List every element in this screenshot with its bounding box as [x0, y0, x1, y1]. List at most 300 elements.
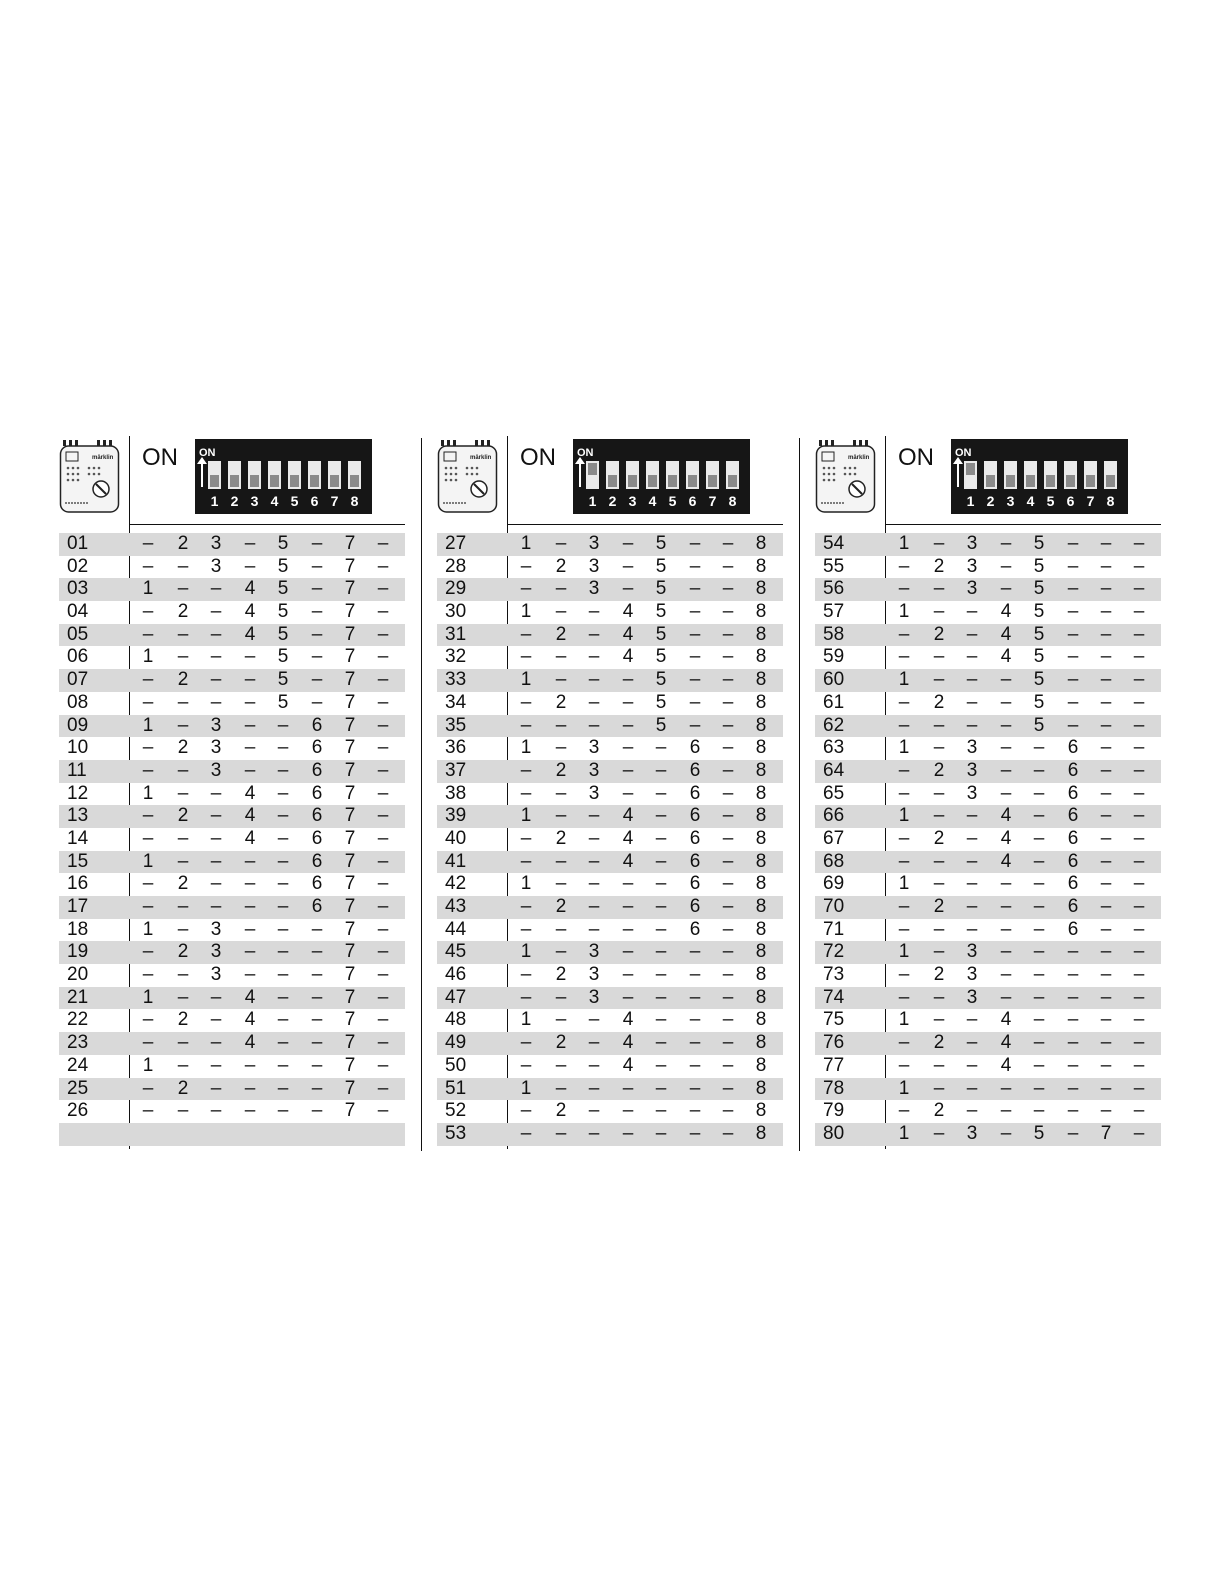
switch-cell: – [1100, 759, 1112, 781]
switch-cell: – [966, 1077, 978, 1099]
switch-cell: – [520, 759, 532, 781]
switch-cell: – [277, 737, 289, 759]
dip-switch-2 [606, 461, 619, 489]
switch-cell: – [689, 714, 701, 736]
switch-cell: 5 [277, 691, 289, 713]
switch-cell: 8 [755, 1077, 767, 1099]
switch-cell: – [622, 986, 634, 1008]
switch-cell: – [520, 850, 532, 872]
switch-cell: – [1133, 1100, 1145, 1122]
switch-cell: 4 [244, 601, 256, 623]
table-row [437, 1009, 783, 1032]
table-separator [799, 438, 800, 1151]
address-cell: 54 [823, 533, 845, 554]
switch-cell: – [311, 1077, 323, 1099]
address-cell: 18 [67, 918, 89, 940]
address-cell: 43 [445, 896, 467, 917]
switch-cell: – [177, 759, 189, 781]
switch-cell: 6 [1067, 805, 1079, 827]
switch-cell: 6 [311, 896, 323, 917]
switch-cell: 1 [898, 941, 910, 963]
switch-cell: – [689, 941, 701, 963]
switch-cell: – [555, 1122, 567, 1144]
switch-cell: – [898, 555, 910, 577]
table-row [437, 760, 783, 783]
switch-cell: 7 [344, 964, 356, 986]
switch-cell: – [722, 1032, 734, 1054]
switch-cell: – [142, 759, 154, 781]
switch-cell: – [622, 873, 634, 895]
switch-cell: 5 [1033, 669, 1045, 691]
dip-switch-1 [586, 461, 599, 489]
switch-cell: 1 [520, 737, 532, 759]
switch-cell: – [655, 805, 667, 827]
table-row [437, 1055, 783, 1078]
switch-cell: – [277, 986, 289, 1008]
switch-cell: – [655, 782, 667, 804]
table-row [437, 941, 783, 964]
switch-cell: – [898, 850, 910, 872]
dip-switch-number: 2 [608, 493, 617, 509]
switch-cell: – [1100, 986, 1112, 1008]
table-row [815, 1078, 1161, 1101]
table-row [59, 1032, 405, 1055]
dip-switch-5 [1044, 461, 1057, 489]
switch-cell: – [1000, 986, 1012, 1008]
switch-cell: – [622, 1122, 634, 1144]
switch-cell: 4 [622, 623, 634, 645]
switch-cell: – [520, 827, 532, 849]
table-row [437, 987, 783, 1010]
table-row [59, 896, 405, 919]
switch-cell: – [1100, 601, 1112, 623]
switch-cell: – [520, 1100, 532, 1122]
switch-cell: – [555, 1009, 567, 1031]
table-row [815, 828, 1161, 851]
switch-cell: – [655, 850, 667, 872]
switch-cell: 6 [1067, 918, 1079, 940]
switch-cell: – [1033, 782, 1045, 804]
switch-cell: 5 [1033, 533, 1045, 554]
switch-cell: – [1133, 669, 1145, 691]
switch-cell: – [277, 873, 289, 895]
switch-cell: – [555, 1077, 567, 1099]
switch-cell: 3 [210, 759, 222, 781]
switch-cell: 2 [177, 805, 189, 827]
switch-cell: – [722, 964, 734, 986]
dip-on-label: ON [199, 447, 216, 459]
switch-cell: – [520, 578, 532, 600]
switch-cell: – [244, 714, 256, 736]
switch-cell: – [1133, 1054, 1145, 1076]
switch-cell: 1 [142, 646, 154, 668]
table-row [815, 578, 1161, 601]
switch-cell: – [622, 669, 634, 691]
switch-cell: – [210, 1077, 222, 1099]
switch-cell: – [277, 1054, 289, 1076]
switch-cell: 8 [755, 896, 767, 917]
address-cell: 13 [67, 805, 89, 827]
switch-cell: – [622, 714, 634, 736]
switch-cell: 2 [177, 873, 189, 895]
switch-cell: – [588, 691, 600, 713]
switch-cell: – [1033, 896, 1045, 917]
dip-switch-number: 5 [668, 493, 677, 509]
switch-cell: – [1100, 805, 1112, 827]
switch-cell: – [722, 1122, 734, 1144]
switch-cell: – [588, 1032, 600, 1054]
address-cell: 60 [823, 669, 845, 691]
address-cell: 30 [445, 601, 467, 623]
switch-cell: – [377, 827, 389, 849]
switch-cell: – [1100, 1009, 1112, 1031]
switch-cell: – [1067, 555, 1079, 577]
switch-cell: 8 [755, 873, 767, 895]
dip-switch-4 [268, 461, 281, 489]
table-row [815, 601, 1161, 624]
switch-cell: 6 [311, 782, 323, 804]
switch-cell: – [177, 782, 189, 804]
switch-cell: – [377, 691, 389, 713]
switch-cell: 3 [210, 714, 222, 736]
switch-cell: – [520, 555, 532, 577]
switch-cell: 4 [244, 578, 256, 600]
switch-cell: – [898, 964, 910, 986]
address-cell: 16 [67, 873, 89, 895]
table-row [59, 1009, 405, 1032]
switch-cell: – [1100, 669, 1112, 691]
switch-cell: – [933, 805, 945, 827]
switch-cell: – [210, 1032, 222, 1054]
switch-cell: 8 [755, 827, 767, 849]
switch-cell: – [142, 601, 154, 623]
switch-cell: – [1100, 1054, 1112, 1076]
switch-cell: – [655, 896, 667, 917]
switch-cell: 5 [655, 533, 667, 554]
switch-cell: – [1033, 850, 1045, 872]
switch-cell: – [210, 691, 222, 713]
switch-cell: – [898, 896, 910, 917]
table-row [437, 556, 783, 579]
switch-cell: 5 [277, 646, 289, 668]
switch-cell: 4 [1000, 1032, 1012, 1054]
address-table-1 [59, 436, 405, 1122]
switch-cell: – [689, 1009, 701, 1031]
switch-cell: – [1000, 669, 1012, 691]
switch-cell: 5 [1033, 714, 1045, 736]
dip-switch-8 [726, 461, 739, 489]
switch-cell: – [142, 533, 154, 554]
switch-cell: 1 [142, 714, 154, 736]
dip-switch-4 [1024, 461, 1037, 489]
switch-cell: – [1000, 533, 1012, 554]
switch-cell: – [177, 646, 189, 668]
switch-cell: 6 [1067, 827, 1079, 849]
switch-cell: – [722, 827, 734, 849]
switch-cell: 2 [933, 964, 945, 986]
switch-cell: 2 [555, 827, 567, 849]
switch-cell: – [588, 896, 600, 917]
switch-cell: 1 [520, 873, 532, 895]
table-row [437, 783, 783, 806]
switch-cell: – [377, 737, 389, 759]
switch-cell: – [277, 850, 289, 872]
switch-cell: 1 [898, 1122, 910, 1144]
address-cell: 46 [445, 964, 467, 986]
switch-cell: – [722, 601, 734, 623]
switch-cell: 5 [1033, 691, 1045, 713]
switch-cell: 4 [622, 1009, 634, 1031]
switch-cell: – [1067, 578, 1079, 600]
switch-cell: – [377, 1032, 389, 1054]
address-cell: 68 [823, 850, 845, 872]
switch-cell: – [1067, 623, 1079, 645]
switch-cell: – [277, 1077, 289, 1099]
table-row [815, 1009, 1161, 1032]
switch-cell: – [689, 578, 701, 600]
on-label: ON [898, 444, 934, 471]
switch-cell: – [555, 533, 567, 554]
switch-cell: – [377, 533, 389, 554]
switch-cell: – [210, 1054, 222, 1076]
switch-cell: – [1133, 601, 1145, 623]
table-row [59, 760, 405, 783]
switch-cell: – [277, 1100, 289, 1122]
switch-cell: 7 [344, 1054, 356, 1076]
switch-cell: – [520, 646, 532, 668]
dip-switch-6 [1064, 461, 1077, 489]
switch-cell: 2 [555, 1100, 567, 1122]
switch-cell: 8 [755, 533, 767, 554]
switch-cell: 4 [244, 782, 256, 804]
dip-switch-number: 1 [588, 493, 597, 509]
switch-cell: – [588, 1077, 600, 1099]
switch-cell: – [1133, 805, 1145, 827]
switch-cell: – [377, 941, 389, 963]
switch-cell: – [722, 669, 734, 691]
switch-cell: – [966, 669, 978, 691]
dip-switch-number: 6 [1066, 493, 1075, 509]
table-row [815, 1055, 1161, 1078]
switch-cell: – [1067, 1077, 1079, 1099]
switch-cell: – [622, 782, 634, 804]
address-cell: 14 [67, 827, 89, 849]
switch-cell: – [1133, 578, 1145, 600]
table-row [815, 556, 1161, 579]
switch-cell: 2 [177, 1009, 189, 1031]
switch-cell: – [722, 737, 734, 759]
table-row [59, 669, 405, 692]
switch-cell: – [898, 759, 910, 781]
address-cell: 45 [445, 941, 467, 963]
table-body [437, 533, 783, 1146]
switch-cell: 3 [210, 918, 222, 940]
switch-cell: – [1100, 873, 1112, 895]
switch-cell: – [966, 850, 978, 872]
switch-cell: – [311, 918, 323, 940]
switch-cell: 6 [1067, 873, 1079, 895]
switch-cell: 7 [344, 737, 356, 759]
switch-cell: – [177, 964, 189, 986]
switch-cell: 5 [277, 578, 289, 600]
address-cell: 69 [823, 873, 845, 895]
switch-cell: – [689, 1054, 701, 1076]
dip-switch-5 [288, 461, 301, 489]
dip-switch-number: 8 [1106, 493, 1115, 509]
switch-cell: – [722, 986, 734, 1008]
switch-cell: – [1067, 691, 1079, 713]
svg-text:märklin: märklin [848, 455, 870, 461]
switch-cell: – [1000, 941, 1012, 963]
dip-switch-6 [308, 461, 321, 489]
switch-cell: – [210, 669, 222, 691]
control-unit-icon [59, 439, 121, 517]
table-body [815, 533, 1161, 1146]
switch-cell: – [655, 1122, 667, 1144]
switch-cell: 1 [898, 873, 910, 895]
switch-cell: 2 [555, 555, 567, 577]
switch-cell: – [1133, 623, 1145, 645]
table-row [59, 1078, 405, 1101]
dip-switch-8 [1104, 461, 1117, 489]
switch-cell: 3 [210, 964, 222, 986]
switch-cell: 5 [277, 533, 289, 554]
switch-cell: – [177, 896, 189, 917]
switch-cell: – [142, 737, 154, 759]
table-row [59, 828, 405, 851]
address-cell: 79 [823, 1100, 845, 1122]
switch-cell: 3 [966, 737, 978, 759]
switch-cell: – [142, 827, 154, 849]
switch-cell: 6 [1067, 737, 1079, 759]
switch-cell: – [1067, 986, 1079, 1008]
switch-cell: – [966, 827, 978, 849]
switch-cell: – [1067, 1122, 1079, 1144]
dip-switch-number: 7 [330, 493, 339, 509]
switch-cell: – [142, 1100, 154, 1122]
switch-cell: – [622, 918, 634, 940]
switch-cell: 2 [933, 759, 945, 781]
dip-switch-3 [1004, 461, 1017, 489]
switch-cell: 3 [588, 964, 600, 986]
address-cell: 03 [67, 578, 89, 600]
dip-switch-1 [964, 461, 977, 489]
switch-cell: – [377, 646, 389, 668]
switch-cell: 4 [622, 1054, 634, 1076]
switch-cell: – [277, 1009, 289, 1031]
switch-cell: – [311, 964, 323, 986]
switch-cell: – [933, 986, 945, 1008]
address-cell: 31 [445, 623, 467, 645]
switch-cell: – [1133, 691, 1145, 713]
switch-cell: – [689, 1077, 701, 1099]
switch-cell: – [1033, 1054, 1045, 1076]
switch-cell: – [1067, 941, 1079, 963]
dip-switch-icon [195, 439, 372, 514]
switch-cell: 6 [689, 805, 701, 827]
switch-cell: 8 [755, 737, 767, 759]
table-row [437, 533, 783, 556]
switch-cell: – [277, 896, 289, 917]
switch-cell: 6 [311, 714, 323, 736]
switch-cell: – [1133, 737, 1145, 759]
switch-cell: – [1100, 714, 1112, 736]
switch-cell: 8 [755, 1054, 767, 1076]
switch-cell: 7 [344, 578, 356, 600]
switch-cell: 2 [555, 964, 567, 986]
table-row [815, 964, 1161, 987]
switch-cell: – [1000, 964, 1012, 986]
switch-cell: – [1000, 578, 1012, 600]
switch-cell: – [177, 714, 189, 736]
table-row [437, 715, 783, 738]
switch-cell: 2 [177, 941, 189, 963]
address-cell: 64 [823, 759, 845, 781]
address-cell: 56 [823, 578, 845, 600]
address-cell: 80 [823, 1122, 845, 1144]
switch-cell: 8 [755, 669, 767, 691]
table-row [815, 987, 1161, 1010]
table-row [59, 919, 405, 942]
switch-cell: – [1133, 1077, 1145, 1099]
address-cell: 41 [445, 850, 467, 872]
switch-cell: – [588, 1009, 600, 1031]
address-cell: 12 [67, 782, 89, 804]
switch-cell: – [898, 1054, 910, 1076]
switch-cell: 4 [1000, 623, 1012, 645]
switch-cell: – [1067, 601, 1079, 623]
switch-cell: – [244, 873, 256, 895]
address-cell: 77 [823, 1054, 845, 1076]
switch-cell: 7 [344, 601, 356, 623]
switch-cell: – [1100, 918, 1112, 940]
switch-cell: – [722, 873, 734, 895]
switch-cell: – [142, 691, 154, 713]
table-row [59, 851, 405, 874]
switch-cell: – [311, 623, 323, 645]
switch-cell: – [588, 669, 600, 691]
switch-cell: – [1133, 714, 1145, 736]
switch-cell: – [1100, 941, 1112, 963]
switch-cell: 3 [966, 759, 978, 781]
switch-cell: – [244, 646, 256, 668]
switch-cell: – [311, 1032, 323, 1054]
switch-cell: 5 [277, 601, 289, 623]
table-row [815, 851, 1161, 874]
table-row [437, 873, 783, 896]
dip-switch-number: 1 [966, 493, 975, 509]
switch-cell: – [142, 669, 154, 691]
switch-cell: – [377, 805, 389, 827]
switch-cell: 6 [689, 827, 701, 849]
switch-cell: 1 [142, 782, 154, 804]
table-row [437, 1123, 783, 1146]
switch-cell: – [277, 1032, 289, 1054]
switch-cell: – [966, 918, 978, 940]
switch-cell: – [689, 691, 701, 713]
dip-switch-4 [646, 461, 659, 489]
switch-cell: – [1100, 646, 1112, 668]
switch-cell: 3 [588, 941, 600, 963]
address-cell: 35 [445, 714, 467, 736]
switch-cell: 5 [277, 623, 289, 645]
table-row [59, 601, 405, 624]
switch-cell: – [520, 1032, 532, 1054]
switch-cell: 8 [755, 646, 767, 668]
dip-switch-icon [951, 439, 1128, 514]
switch-cell: – [898, 827, 910, 849]
switch-cell: – [1133, 918, 1145, 940]
